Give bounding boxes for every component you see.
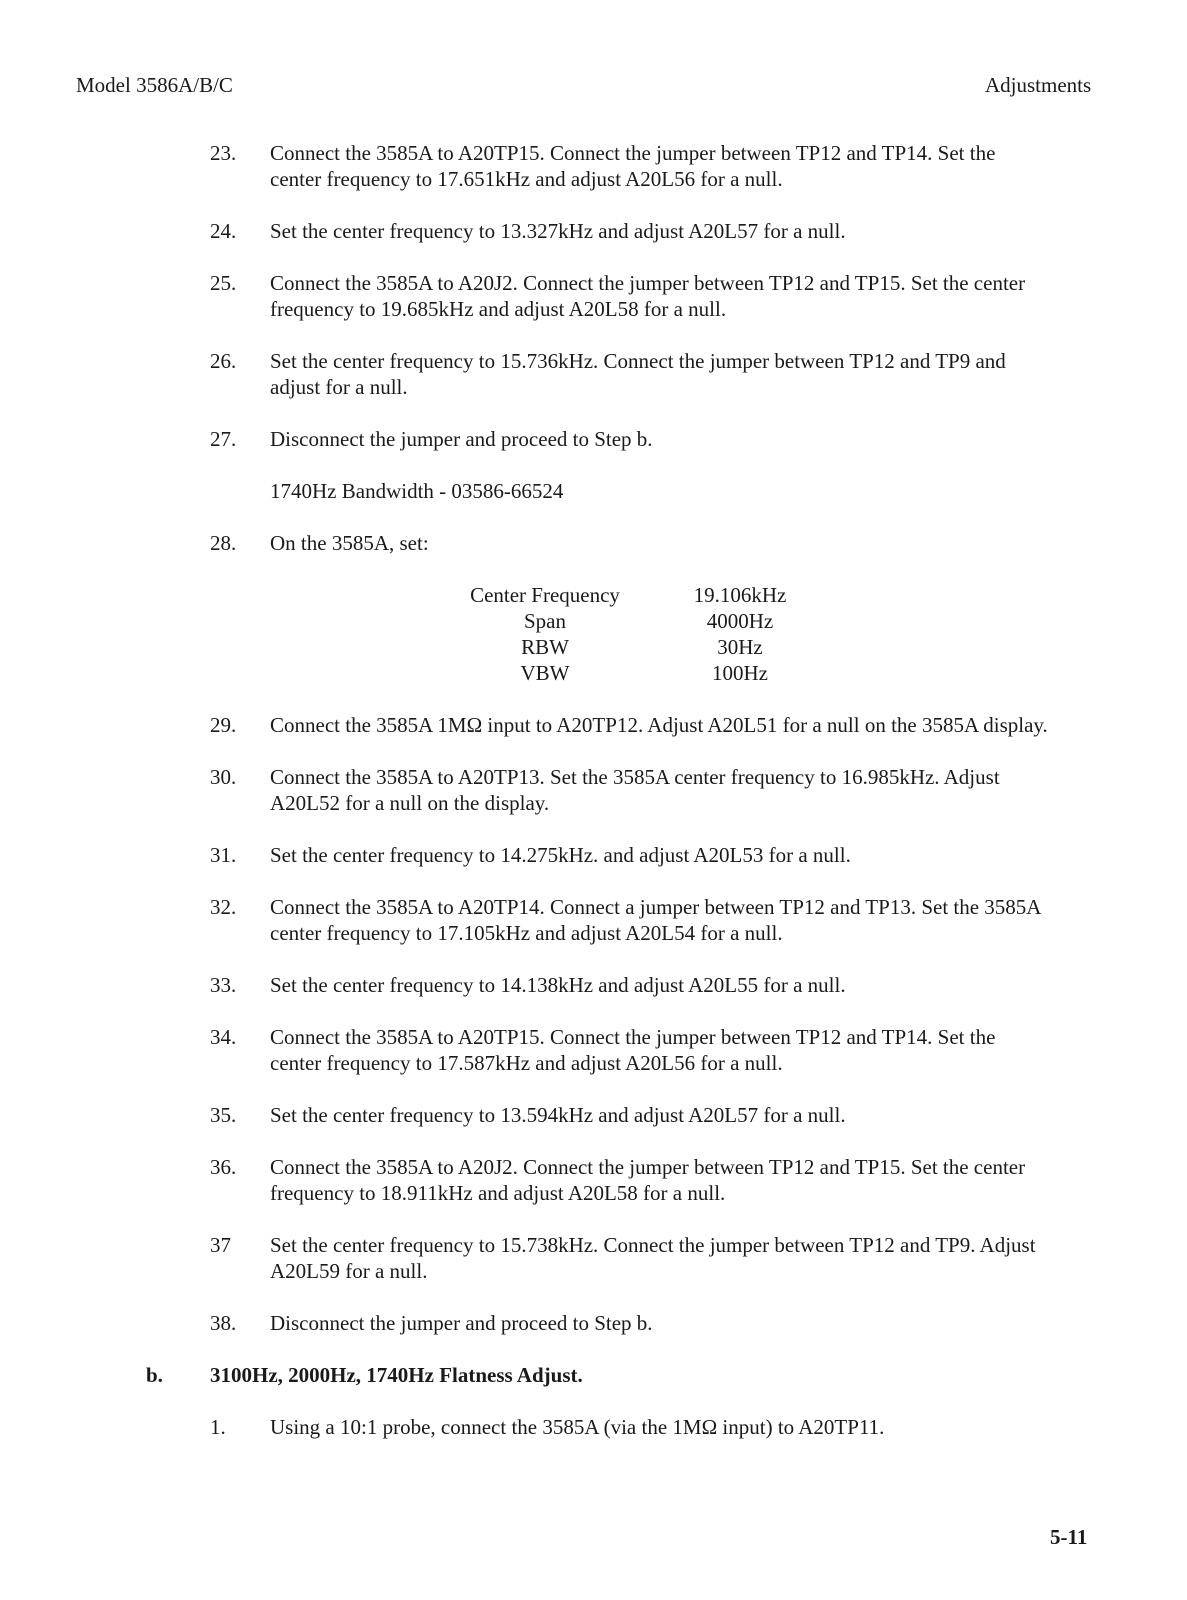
step-text: Connect the 3585A to A20TP13. Set the 3585A center frequency to 16.985kHz. Adjust A20L52 for a null on the display. (270, 765, 1000, 815)
step-number: 27. (210, 427, 237, 451)
step-item (210, 1414, 1050, 1440)
step-number: 32. (210, 895, 237, 919)
step-number: 30. (210, 765, 237, 789)
step-item (210, 530, 1050, 556)
step-text: Connect the 3585A to A20TP15. Connect the jumper between TP12 and TP14. Set the center frequency to 17.651kHz and adjust A20L56 for a null. (270, 141, 996, 191)
step-number: 33. (210, 973, 237, 997)
setting-value: 30Hz (717, 635, 763, 659)
section-heading (146, 1362, 1050, 1388)
procedure-steps (146, 140, 1050, 1466)
step-number: 38. (210, 1311, 237, 1335)
step-number: 26. (210, 349, 237, 373)
step-item (210, 140, 1050, 192)
step-text: Connect the 3585A to A20J2. Connect the jumper between TP12 and TP15. Set the center frequency to 18.911kHz and adjust A20L58 for a null. (270, 1155, 1026, 1205)
step-item (210, 712, 1050, 738)
setting-value: 19.106kHz (693, 583, 787, 607)
step-item (210, 1310, 1050, 1336)
step-item (210, 1232, 1050, 1284)
step-number: 37 (210, 1233, 231, 1257)
header-section: Adjustments (985, 73, 1092, 97)
step-item (210, 1154, 1050, 1206)
step-text: Using a 10:1 probe, connect the 3585A (via the 1MΩ input) to A20TP11. (270, 1415, 885, 1439)
step-item (210, 1102, 1050, 1128)
step-number: 28. (210, 531, 237, 555)
step-item (210, 218, 1050, 244)
step-item (210, 1024, 1050, 1076)
section-letter: b. (146, 1363, 163, 1387)
step-number: 36. (210, 1155, 237, 1179)
step-item (210, 972, 1050, 998)
step-item (210, 426, 1050, 452)
step-text: Set the center frequency to 13.327kHz and adjust A20L57 for a null. (270, 219, 846, 243)
step-text: Disconnect the jumper and proceed to Step b. (270, 1311, 653, 1335)
step-item (210, 764, 1050, 816)
step-item (210, 842, 1050, 868)
step-number: 1. (210, 1415, 226, 1439)
setting-name: VBW (520, 661, 570, 685)
step-number: 31. (210, 843, 237, 867)
page-number: 5-11 (1050, 1525, 1088, 1549)
step-text: Connect the 3585A 1MΩ input to A20TP12. Adjust A20L51 for a null on the 3585A display. (270, 713, 1048, 737)
setting-name: Span (524, 609, 566, 633)
step-text: Connect the 3585A to A20TP15. Connect the jumper between TP12 and TP14. Set the center frequency to 17.587kHz and adjust A20L56 for a null. (270, 1025, 996, 1075)
header-model: Model 3586A/B/C (76, 73, 233, 97)
step-number: 24. (210, 219, 237, 243)
setting-name: Center Frequency (470, 583, 620, 607)
step-number: 35. (210, 1103, 237, 1127)
step-text: Connect the 3585A to A20J2. Connect the jumper between TP12 and TP15. Set the center frequency to 19.685kHz and adjust A20L58 for a null. (270, 271, 1026, 321)
step-text: Disconnect the jumper and proceed to Step b. (270, 427, 653, 451)
step-number: 34. (210, 1025, 237, 1049)
step-text: Set the center frequency to 14.275kHz. and adjust A20L53 for a null. (270, 843, 851, 867)
step-text: Set the center frequency to 15.736kHz. Connect the jumper between TP12 and TP9 and adjust for a null. (270, 349, 1006, 399)
setting-value: 4000Hz (706, 609, 774, 633)
settings-table (420, 582, 1050, 686)
step-text: Connect the 3585A to A20TP14. Connect a jumper between TP12 and TP13. Set the 3585A center frequency to 17.105kHz and adjust A20L54 for a null. (270, 895, 1041, 945)
step-item (210, 894, 1050, 946)
bandwidth-subheading: 1740Hz Bandwidth - 03586-66524 (270, 479, 564, 503)
setting-value: 100Hz (712, 661, 768, 685)
step-text: Set the center frequency to 14.138kHz and adjust A20L55 for a null. (270, 973, 846, 997)
step-item (210, 348, 1050, 400)
step-text: Set the center frequency to 13.594kHz and adjust A20L57 for a null. (270, 1103, 846, 1127)
setting-name: RBW (521, 635, 569, 659)
step-number: 29. (210, 713, 237, 737)
step-number: 25. (210, 271, 237, 295)
step-text: Set the center frequency to 15.738kHz. Connect the jumper between TP12 and TP9. Adjust A20L59 for a null. (270, 1233, 1036, 1283)
step-text: On the 3585A, set: (270, 531, 429, 555)
step-item (210, 270, 1050, 322)
step-number: 23. (210, 141, 237, 165)
section-title: 3100Hz, 2000Hz, 1740Hz Flatness Adjust. (210, 1363, 583, 1387)
